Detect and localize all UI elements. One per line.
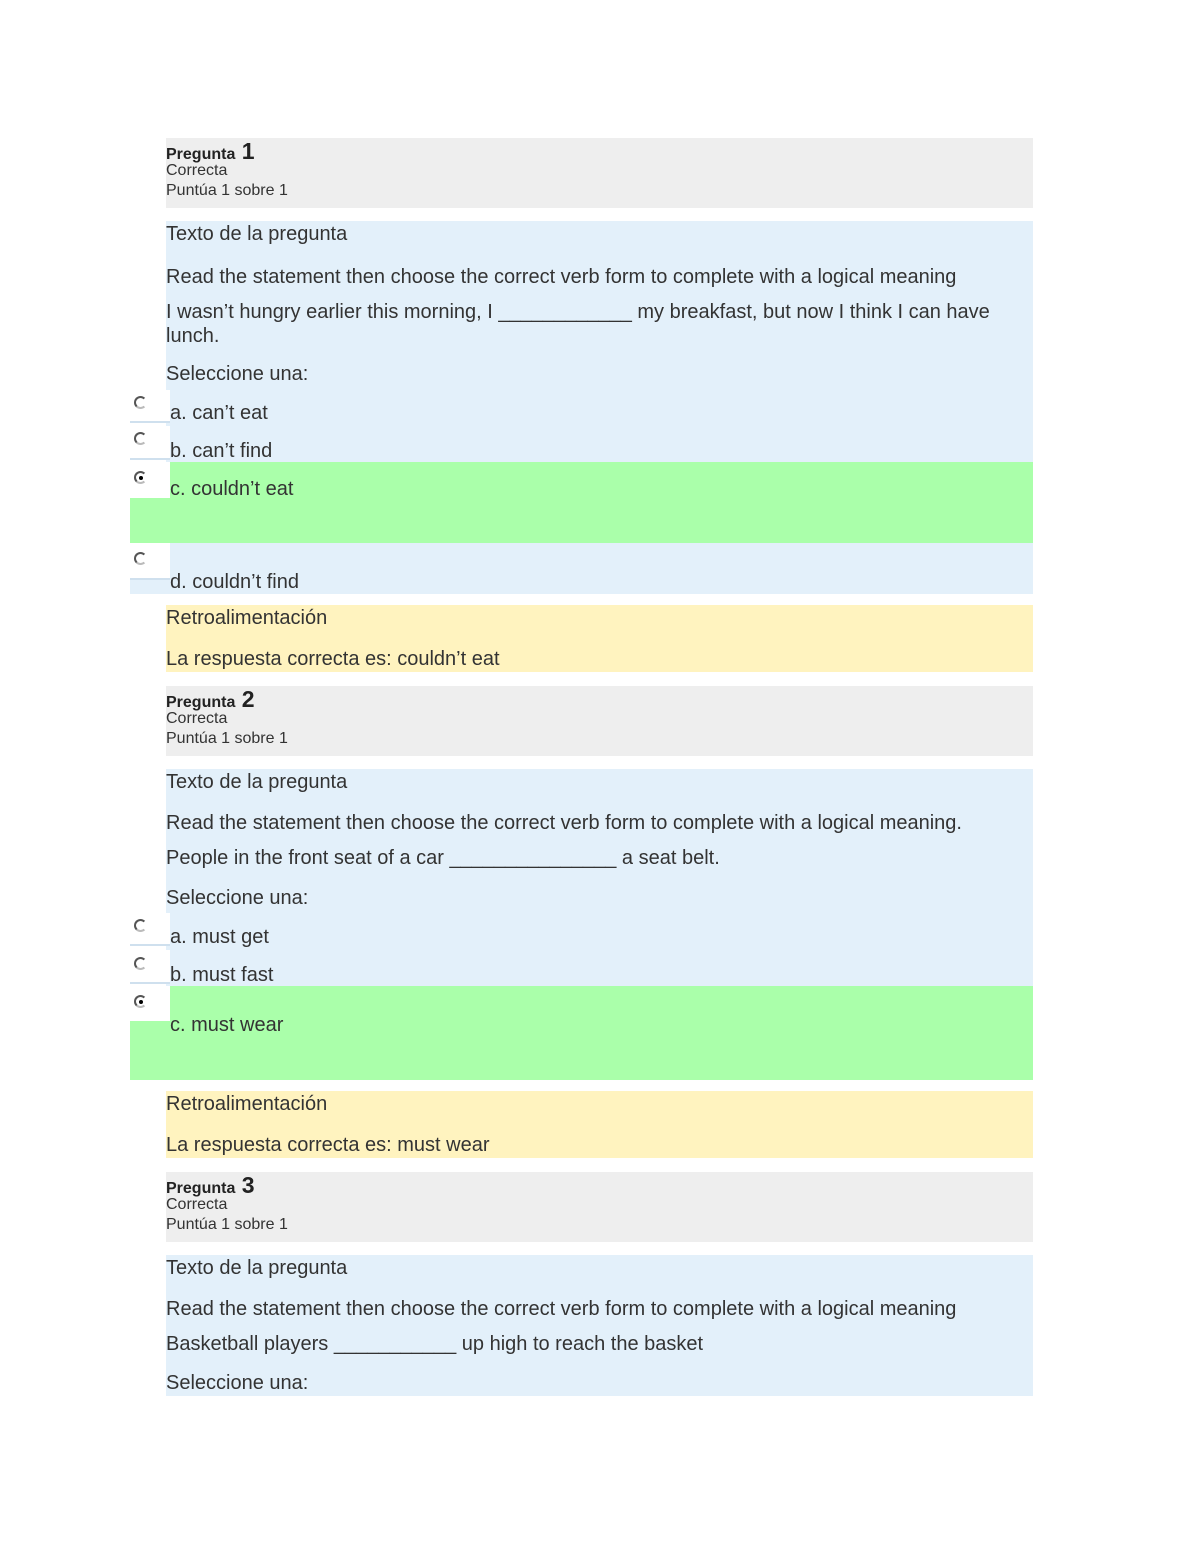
question-title: Pregunta: [166, 694, 236, 711]
option-label-c[interactable]: c. couldn’t eat: [170, 478, 294, 500]
question-status: Correcta: [166, 162, 228, 179]
radio-button-c[interactable]: [134, 995, 147, 1008]
question-3-info: [166, 1172, 1033, 1242]
question-score: Puntúa 1 sobre 1: [166, 730, 288, 747]
question-section-label: Texto de la pregunta: [166, 223, 348, 245]
question-instruction: Read the statement then choose the correct verb form to complete with a logical meaning.: [166, 812, 962, 834]
radio-button-a[interactable]: [134, 396, 147, 409]
question-sentence: I wasn’t hungry earlier this morning, I ____________ my breakfast, but now I think I can have lunch.: [166, 301, 990, 347]
question-title: Pregunta: [166, 1180, 236, 1197]
question-number: 3: [241, 1172, 255, 1198]
radio-button-b[interactable]: [134, 432, 147, 445]
select-label: Seleccione una:: [166, 887, 309, 909]
question-1-info: [166, 138, 1033, 208]
feedback-text: La respuesta correcta es: must wear: [166, 1134, 490, 1156]
select-label: Seleccione una:: [166, 363, 309, 385]
question-section-label: Texto de la pregunta: [166, 771, 348, 793]
feedback-label: Retroalimentación: [166, 1093, 328, 1115]
question-instruction: Read the statement then choose the correct verb form to complete with a logical meaning: [166, 1298, 957, 1320]
radio-button-d[interactable]: [134, 552, 147, 565]
radio-button-a[interactable]: [134, 919, 147, 932]
question-score: Puntúa 1 sobre 1: [166, 182, 288, 199]
radio-button-c[interactable]: [134, 471, 147, 484]
correct-option-row: [130, 462, 1033, 543]
question-number: 1: [241, 138, 255, 164]
question-sentence: People in the front seat of a car _______________ a seat belt.: [166, 847, 720, 869]
option-label-a[interactable]: a. must get: [170, 926, 269, 948]
question-status: Correcta: [166, 710, 228, 727]
radio-button-b[interactable]: [134, 957, 147, 970]
question-2-info: [166, 686, 1033, 756]
select-label: Seleccione una:: [166, 1372, 309, 1394]
question-number: 2: [241, 686, 255, 712]
question-2-text-panel: [166, 769, 1033, 986]
option-label-d[interactable]: d. couldn’t find: [170, 571, 299, 593]
option-label-b[interactable]: b. can’t find: [170, 440, 273, 462]
question-title: Pregunta: [166, 146, 236, 163]
option-label-b[interactable]: b. must fast: [170, 964, 274, 986]
question-instruction: Read the statement then choose the correct verb form to complete with a logical meaning: [166, 266, 957, 288]
question-status: Correcta: [166, 1196, 228, 1213]
question-score: Puntúa 1 sobre 1: [166, 1216, 288, 1233]
question-sentence: Basketball players ___________ up high to reach the basket: [166, 1333, 704, 1355]
option-label-a[interactable]: a. can’t eat: [170, 402, 268, 424]
question-section-label: Texto de la pregunta: [166, 1257, 348, 1279]
option-label-c[interactable]: c. must wear: [170, 1014, 284, 1036]
feedback-text: La respuesta correcta es: couldn’t eat: [166, 648, 500, 670]
feedback-label: Retroalimentación: [166, 607, 328, 629]
